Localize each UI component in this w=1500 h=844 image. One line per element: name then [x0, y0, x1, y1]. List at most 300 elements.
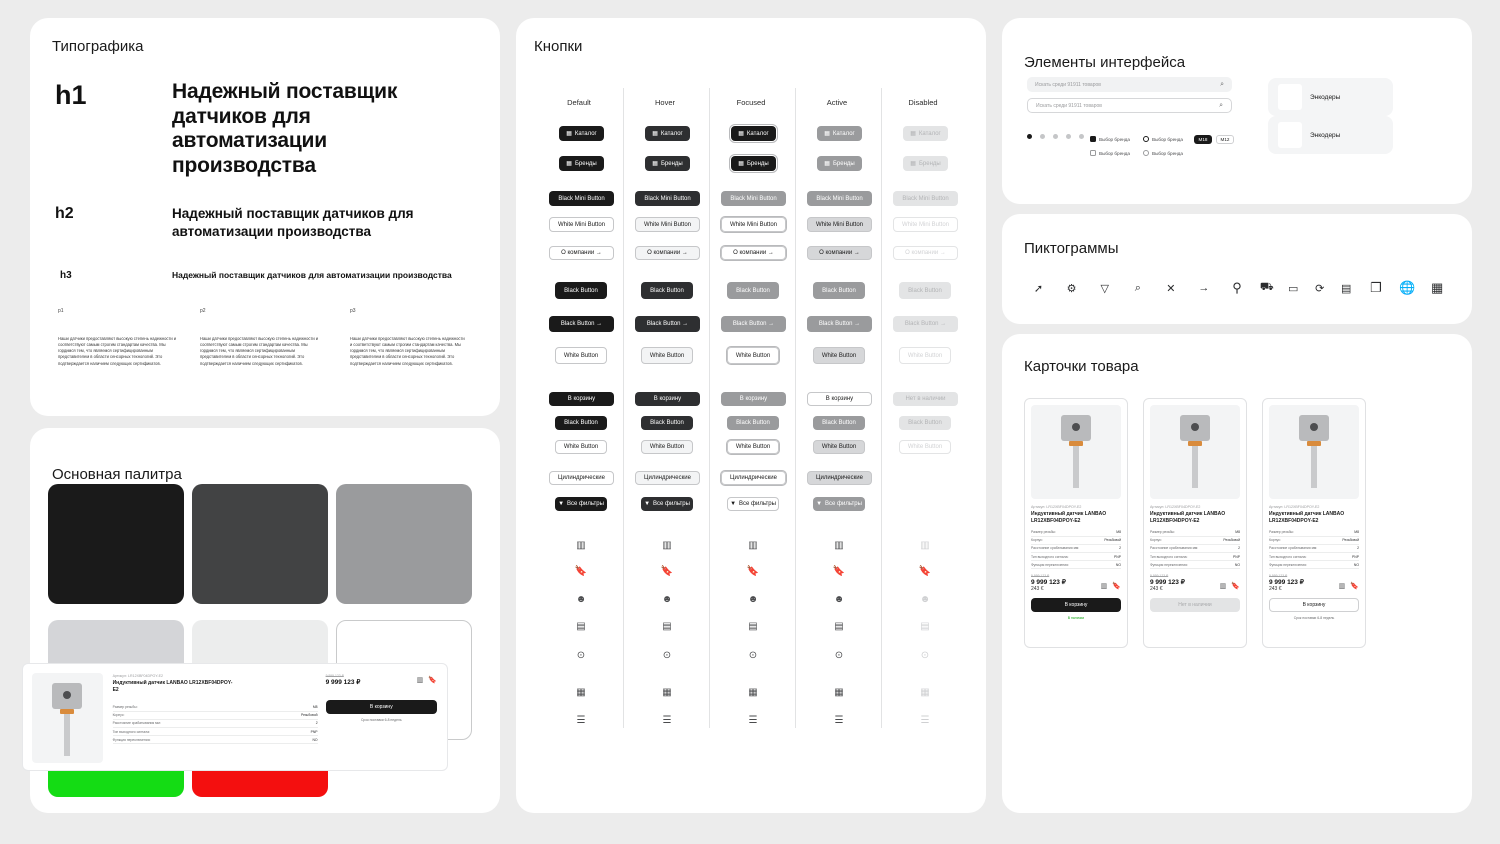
dot-5[interactable] — [1079, 134, 1084, 139]
button-label: Бренды — [746, 160, 769, 167]
checkbox-icon[interactable] — [1090, 150, 1096, 156]
brands-button-active[interactable] — [817, 156, 862, 171]
catalog-button-focused[interactable] — [731, 126, 776, 141]
arrow-right-icon-active[interactable]: ⊙ — [834, 650, 844, 661]
spec-value: M8 — [1354, 530, 1359, 535]
cart-icon-default[interactable]: ▤ — [576, 621, 586, 632]
add-to-cart-button-default[interactable]: В корзину — [549, 392, 614, 406]
grid-icon-default[interactable]: ▦ — [576, 687, 586, 698]
spec-key: Расстояние срабатывания мм: — [1031, 546, 1080, 551]
spec-value: M8 — [312, 705, 318, 710]
button-label: Каталог — [574, 130, 597, 137]
sensor-lens — [1191, 423, 1199, 431]
menu-icon-focused[interactable]: ☰ — [748, 715, 758, 726]
menu-icon-disabled: ☰ — [920, 715, 930, 726]
bookmark-icon[interactable]: 🔖 — [1350, 583, 1359, 591]
column-header-active: Active — [826, 98, 848, 107]
spec-value: PNP — [1114, 554, 1121, 559]
black-button-sm-default[interactable]: Black Button — [555, 416, 607, 430]
compare-icon[interactable]: ▥ — [416, 677, 424, 684]
grid-icon-focused[interactable]: ▦ — [748, 687, 758, 698]
button-label: Бренды — [832, 160, 855, 167]
spec-row — [113, 720, 318, 728]
bookmark-icon[interactable]: 🔖 — [1231, 583, 1240, 591]
filter-icon: ▼ — [644, 501, 651, 507]
black-arrow-button-focused[interactable]: Black Button → — [721, 316, 786, 332]
spec-row — [1031, 553, 1121, 561]
product-title: Индуктивный датчик LANBAO LR12XBF04DPOY-E2 — [1269, 511, 1345, 524]
about-button-disabled: О компании → — [893, 246, 958, 260]
cart-icon-active[interactable]: ▤ — [834, 621, 844, 632]
spec-row — [113, 712, 318, 720]
spec-key: Размер резьбы: — [1031, 530, 1056, 535]
button-label: Бренды — [660, 160, 683, 167]
encoder-label: Энкодеры — [1310, 93, 1341, 101]
grid-icon: ▦ — [910, 130, 916, 137]
product-article: Артикул: LR12XBF04DPOY-E2 — [112, 674, 163, 678]
grid-icon: ▦ — [738, 160, 744, 167]
color-swatch-black — [48, 484, 184, 604]
dot-2[interactable] — [1040, 134, 1045, 139]
pagination-dots[interactable] — [1027, 134, 1084, 139]
sensor-body — [52, 683, 82, 709]
brands-button-default[interactable] — [559, 156, 604, 171]
product-card[interactable] — [1262, 398, 1366, 648]
checkbox-brand-checked[interactable] — [1090, 136, 1130, 142]
black-button-default[interactable]: Black Button — [555, 282, 607, 299]
spec-key: Тип выходного сигнала: — [1269, 554, 1307, 559]
chart-icon-hover[interactable]: ▥ — [662, 540, 672, 551]
spec-row — [113, 728, 318, 736]
h1-sample: Надежный поставщик датчиков для автоматизации производства — [172, 80, 398, 177]
product-specs — [1031, 529, 1121, 570]
p1-tag: p1 — [58, 308, 64, 314]
arrow-right-icon-disabled: ⊙ — [920, 650, 930, 661]
column-header-focused: Focused — [736, 98, 766, 107]
compare-icon[interactable]: ▥ — [1100, 583, 1108, 591]
all-filters-button-focused[interactable] — [727, 497, 779, 511]
grid-icon-hover[interactable]: ▦ — [662, 687, 672, 698]
radio-icon[interactable] — [1143, 136, 1149, 142]
white-button-sm-hover[interactable]: White Button — [641, 440, 693, 454]
product-specs — [1150, 529, 1240, 570]
black-button-active[interactable]: Black Button — [813, 282, 865, 299]
white-button-default[interactable]: White Button — [555, 347, 607, 364]
grid-icon: ▦ — [652, 160, 658, 167]
brands-button-disabled — [903, 156, 948, 171]
search-placeholder-2: Искать среди 91911 товаров — [1036, 102, 1102, 109]
product-card[interactable] — [1024, 398, 1128, 648]
sensor-lens — [63, 691, 71, 699]
paragraph-column-2 — [200, 308, 325, 367]
search-input-filled[interactable] — [1027, 77, 1232, 92]
product-image — [1150, 405, 1240, 499]
spec-key: Размер резьбы: — [1150, 530, 1175, 535]
arrow-right-icon[interactable]: → — [1198, 282, 1210, 294]
menu-icon-default[interactable]: ☰ — [576, 715, 586, 726]
black-mini-button-hover[interactable]: Black Mini Button — [635, 191, 700, 206]
spec-key: Размер резьбы: — [112, 705, 138, 710]
white-button-sm-default[interactable]: White Button — [555, 440, 607, 454]
bookmark-icon[interactable]: 🔖 — [428, 677, 437, 684]
compare-icon[interactable]: ▥ — [1219, 583, 1227, 591]
black-button-sm-hover[interactable]: Black Button — [641, 416, 693, 430]
checkbox-icon[interactable] — [1090, 136, 1096, 142]
product-price-eur: 243 € — [1031, 586, 1044, 593]
spec-row — [1031, 529, 1121, 537]
add-to-cart-button[interactable]: В корзину — [1269, 598, 1359, 612]
sensor-rod — [1311, 446, 1317, 488]
h3-sample: Надежный поставщик датчиков для автоматизации производства — [172, 270, 452, 280]
paragraph-column-3 — [350, 308, 465, 367]
spec-key: Функция переключения: — [1269, 562, 1307, 567]
product-price: 9 999 123 ₽ — [1150, 579, 1185, 587]
product-price-eur: 243 € — [1269, 586, 1282, 593]
bookmark-icon-active[interactable]: 🔖 — [832, 566, 846, 577]
user-icon-default[interactable]: ☻ — [575, 594, 587, 605]
spec-key: Функция переключения: — [1031, 562, 1069, 567]
dot-3[interactable] — [1053, 134, 1058, 139]
bookmark-icon[interactable]: 🔖 — [1112, 583, 1121, 591]
black-arrow-button-active[interactable]: Black Button → — [807, 316, 872, 332]
refresh-icon[interactable]: ⟳ — [1315, 282, 1325, 295]
white-button-disabled: White Button — [899, 347, 951, 364]
arrow-right-icon-default[interactable]: ⊙ — [576, 650, 586, 661]
black-mini-button-active[interactable]: Black Mini Button — [807, 191, 872, 206]
product-old-price: 9 999 123 ₽ — [325, 674, 344, 678]
radio-icon[interactable] — [1143, 150, 1149, 156]
product-image — [32, 673, 103, 763]
spec-row — [1269, 553, 1359, 561]
p2-body: Наши датчики предоставляют высокую степень надежности и соответствуют самым строгим стандартам качества. Мы гордимся тем, что являемся сертифицированным представителем в области сенсорных технологий. Это подтверждается наличием следующих сертификатов. — [200, 336, 319, 366]
black-arrow-button-hover[interactable]: Black Button → — [635, 316, 700, 332]
product-title: Индуктивный датчик LANBAO LR12XBF04DPOY-E2 — [112, 680, 233, 693]
pictograms-card — [1002, 214, 1472, 324]
filter-icon: ▼ — [730, 501, 737, 507]
user-icon-active[interactable]: ☻ — [833, 594, 845, 605]
black-arrow-button-disabled: Black Button → — [893, 316, 958, 332]
white-mini-button-disabled: White Mini Button — [893, 217, 958, 232]
close-icon[interactable]: ✕ — [1166, 282, 1176, 295]
white-button-focused[interactable]: White Button — [727, 347, 779, 364]
column-header-disabled: Disabled — [908, 98, 938, 107]
bookmark-icon-disabled: 🔖 — [918, 566, 932, 577]
pictograms-title: Пиктограммы — [1024, 240, 1119, 257]
spec-value: 2 — [315, 721, 318, 726]
sensor-illustration — [52, 683, 82, 756]
column-header-default: Default — [567, 98, 591, 107]
spec-key: Корпус: — [1031, 538, 1043, 543]
spec-value: Резьбовой — [1223, 538, 1240, 543]
radio-brand-unselected[interactable] — [1143, 150, 1183, 156]
product-price-eur: 243 € — [1150, 586, 1163, 593]
add-to-cart-button[interactable]: В корзину — [326, 700, 437, 714]
chart-icon-disabled: ▥ — [920, 540, 930, 551]
spec-value: NO — [312, 737, 318, 742]
spec-row — [113, 704, 318, 712]
arrow-right-icon-focused[interactable]: ⊙ — [748, 650, 758, 661]
spec-value: PNP — [1233, 554, 1240, 559]
search-icon[interactable]: ⌕ — [1219, 101, 1223, 109]
palette-title: Основная палитра — [52, 466, 182, 483]
checkbox-label: Выбор бренда — [1099, 136, 1130, 142]
white-mini-button-focused[interactable]: White Mini Button — [721, 217, 786, 232]
location-pin-icon[interactable]: ⚲ — [1232, 280, 1242, 295]
product-price: 9 999 123 ₽ — [1031, 579, 1066, 587]
p3-tag: p3 — [350, 308, 356, 314]
p1-body: Наши датчики предоставляют высокую степень надежности и соответствуют самым строгим стандартам качества. Мы гордимся тем, что являемся сертифицированным представителем в области сенсорных технологий. Это подтверждается наличием следующих сертификатов. — [58, 336, 177, 366]
product-article: Артикул: LR12XBF04DPOY-E2 — [1031, 505, 1082, 509]
user-icon-focused[interactable]: ☻ — [747, 594, 759, 605]
typography-title: Типографика — [52, 38, 144, 55]
ui-elements-title: Элементы интерфейса — [1024, 54, 1186, 71]
chart-icon-focused[interactable]: ▥ — [748, 540, 758, 551]
bookmark-icon-focused[interactable]: 🔖 — [746, 566, 760, 577]
sensor-body — [1299, 415, 1329, 441]
black-button-disabled: Black Button — [899, 282, 951, 299]
black-arrow-button-default[interactable]: Black Button → — [549, 316, 614, 332]
button-label: Каталог — [918, 130, 941, 137]
spec-key: Расстояние срабатывания мм: — [1269, 546, 1318, 551]
spec-row — [1031, 545, 1121, 553]
menu-icon-active[interactable]: ☰ — [834, 715, 844, 726]
spec-value: Резьбовой — [1342, 538, 1359, 543]
button-label: Каталог — [832, 130, 855, 137]
product-price: 9 999 123 ₽ — [1269, 579, 1304, 587]
sensor-rod — [64, 714, 70, 756]
about-button-focused[interactable]: О компании → — [721, 246, 786, 260]
catalog-button-disabled — [903, 126, 948, 141]
column-divider — [623, 88, 624, 728]
button-label: Все фильтры — [739, 501, 776, 507]
spec-key: Расстояние срабатывания мм: — [112, 721, 161, 726]
spec-value: M8 — [1235, 530, 1240, 535]
about-button-hover[interactable]: О компании → — [635, 246, 700, 260]
spec-row — [1150, 553, 1240, 561]
column-divider — [881, 88, 882, 728]
checkbox-brand-unchecked[interactable] — [1090, 150, 1130, 156]
spec-key: Тип выходного сигнала: — [112, 729, 150, 734]
grid-icon: ▦ — [738, 130, 744, 137]
grid-icon-disabled: ▦ — [920, 687, 930, 698]
compare-icon[interactable]: ▥ — [1338, 583, 1346, 591]
product-title: Индуктивный датчик LANBAO LR12XBF04DPOY-E2 — [1150, 511, 1226, 524]
stock-status: В наличии — [1067, 616, 1085, 621]
product-price: 9 999 123 ₽ — [325, 679, 361, 686]
add-to-cart-button[interactable]: В корзину — [1031, 598, 1121, 612]
sensor-rod — [1192, 446, 1198, 488]
sensor-lens — [1310, 423, 1318, 431]
wallet-icon[interactable]: ▤ — [1340, 282, 1352, 295]
encoder-card-2[interactable] — [1268, 116, 1393, 154]
grid-icon-active[interactable]: ▦ — [834, 687, 844, 698]
spec-key: Функция переключения: — [112, 737, 151, 742]
cylindrical-chip-hover[interactable]: Цилиндрические — [635, 471, 700, 485]
sensor-illustration — [1061, 415, 1091, 488]
product-image — [1269, 405, 1359, 499]
h3-tag: h3 — [60, 270, 72, 281]
search-icon[interactable]: ⌕ — [1220, 80, 1224, 88]
black-mini-button-default[interactable]: Black Mini Button — [549, 191, 614, 206]
spec-row — [1269, 561, 1359, 569]
spec-key: Расстояние срабатывания мм: — [1150, 546, 1199, 551]
spec-value: 2 — [1357, 546, 1359, 551]
spec-value: PNP — [1352, 554, 1359, 559]
chart-icon-active[interactable]: ▥ — [834, 540, 844, 551]
spec-row — [1269, 537, 1359, 545]
bookmark-icon-hover[interactable]: 🔖 — [660, 566, 674, 577]
spec-key: Тип выходного сигнала: — [1150, 554, 1188, 559]
cart-icon-hover[interactable]: ▤ — [662, 621, 672, 632]
product-specs — [1269, 529, 1359, 570]
product-card[interactable] — [1143, 398, 1247, 648]
sensor-illustration — [1299, 415, 1329, 488]
white-mini-button-active[interactable]: White Mini Button — [807, 217, 872, 232]
bookmark-icon-default[interactable]: 🔖 — [574, 566, 588, 577]
encoder-card-1[interactable] — [1268, 78, 1393, 116]
radio-brand-selected[interactable] — [1143, 136, 1183, 142]
encoder-thumbnail-icon — [1278, 122, 1302, 148]
dot-4[interactable] — [1066, 134, 1071, 139]
spec-value: 2 — [1119, 546, 1121, 551]
h1-tag: h1 — [55, 80, 87, 110]
p3-body: Наши датчики предоставляют высокую степень надежности и соответствуют самым строгим стандартам качества. Мы гордимся тем, что являемся сертифицированным представителем в области сенсорных технологий. Это подтверждается наличием следующих сертификатов. — [350, 336, 465, 366]
add-to-cart-button-focused[interactable]: В корзину — [721, 392, 786, 406]
white-mini-button-default[interactable]: White Mini Button — [549, 217, 614, 232]
button-label: Каталог — [746, 130, 769, 137]
user-icon-hover[interactable]: ☻ — [661, 594, 673, 605]
spec-value: NO — [1234, 562, 1240, 567]
brands-button-focused[interactable] — [731, 156, 776, 171]
spec-value: Резьбовой — [300, 713, 318, 718]
button-label: Бренды — [574, 160, 597, 167]
encoder-thumbnail-icon — [1278, 84, 1302, 110]
chip-m18-selected[interactable]: M18 — [1194, 135, 1212, 144]
chart-icon-default[interactable]: ▥ — [576, 540, 586, 551]
dot-1[interactable] — [1027, 134, 1032, 139]
sensor-illustration — [1180, 415, 1210, 488]
black-button-focused[interactable]: Black Button — [727, 282, 779, 299]
spec-row — [113, 736, 318, 744]
add-to-cart-button-hover[interactable]: В корзину — [635, 392, 700, 406]
grid-icon: ▦ — [652, 130, 658, 137]
grid-icon: ▦ — [824, 130, 830, 137]
filter-icon[interactable]: ▽ — [1100, 282, 1109, 295]
button-label: Бренды — [918, 160, 941, 167]
search-icon[interactable]: ⌕ — [1134, 281, 1141, 294]
column-divider — [795, 88, 796, 728]
copy-icon[interactable]: ❐ — [1370, 280, 1382, 295]
column-header-hover: Hover — [654, 98, 675, 107]
all-filters-button-hover[interactable] — [641, 497, 693, 511]
spec-row — [1150, 561, 1240, 569]
product-cards-title: Карточки товара — [1024, 358, 1139, 375]
h2-sample: Надежный поставщик датчиков для автоматизации производства — [172, 206, 414, 239]
cart-icon-disabled: ▤ — [920, 621, 930, 632]
search-placeholder: Искать среди 91911 товаров — [1035, 81, 1101, 88]
buttons-title: Кнопки — [534, 38, 583, 55]
button-label: Все фильтры — [825, 501, 862, 507]
grid-icon: ▦ — [824, 160, 830, 167]
product-title: Индуктивный датчик LANBAO LR12XBF04DPOY-E2 — [1031, 511, 1107, 524]
about-button-active[interactable]: О компании → — [807, 246, 872, 260]
grid-icon[interactable]: ▦ — [1431, 280, 1444, 295]
card-icon[interactable]: ▭ — [1288, 282, 1299, 295]
black-mini-button-focused[interactable]: Black Mini Button — [721, 191, 786, 206]
black-button-sm-disabled: Black Button — [899, 416, 951, 430]
gear-icon[interactable]: ⚙ — [1066, 282, 1077, 295]
sensor-lens — [1072, 423, 1080, 431]
spec-key: Тип выходного сигнала: — [1031, 554, 1069, 559]
black-button-sm-active[interactable]: Black Button — [813, 416, 865, 430]
cylindrical-chip-focused[interactable]: Цилиндрические — [721, 471, 786, 485]
cylindrical-chip-default[interactable]: Цилиндрические — [549, 471, 614, 485]
catalog-button-default[interactable] — [559, 126, 604, 141]
spec-row — [1150, 529, 1240, 537]
add-to-cart-button-disabled: Нет в наличии — [893, 392, 958, 406]
globe-icon[interactable]: 🌐 — [1399, 280, 1416, 295]
product-old-price: 9 999 123 ₽ — [1031, 574, 1050, 579]
product-old-price: 9 999 123 ₽ — [1269, 574, 1288, 579]
white-button-sm-active[interactable]: White Button — [813, 440, 865, 454]
out-of-stock-button: Нет в наличии — [1150, 598, 1240, 612]
spec-value: M8 — [1116, 530, 1121, 535]
cursor-icon[interactable]: ➚ — [1033, 282, 1044, 295]
sensor-body — [1180, 415, 1210, 441]
catalog-button-active[interactable] — [817, 126, 862, 141]
menu-icon-hover[interactable]: ☰ — [662, 715, 672, 726]
spec-key: Размер резьбы: — [1269, 530, 1294, 535]
product-old-price: 9 999 123 ₽ — [1150, 574, 1169, 579]
white-button-sm-focused[interactable]: White Button — [727, 440, 779, 454]
white-button-active[interactable]: White Button — [813, 347, 865, 364]
checkbox-label: Выбор бренда — [1099, 150, 1130, 156]
delivery-status: Срок поставки 6-8 недель — [360, 718, 402, 722]
product-card-wide[interactable] — [22, 663, 448, 771]
all-filters-button-active[interactable] — [813, 497, 865, 511]
add-to-cart-button-active[interactable]: В корзину — [807, 392, 872, 406]
grid-icon: ▦ — [566, 160, 572, 167]
cart-icon-focused[interactable]: ▤ — [748, 621, 758, 632]
color-swatch-mid-grey — [336, 484, 472, 604]
white-button-hover[interactable]: White Button — [641, 347, 693, 364]
spec-value: Резьбовой — [1104, 538, 1121, 543]
chip-m12[interactable]: M12 — [1216, 135, 1234, 144]
black-button-sm-focused[interactable]: Black Button — [727, 416, 779, 430]
color-swatch-dark-grey — [192, 484, 328, 604]
radio-label: Выбор бренда — [1152, 150, 1183, 156]
arrow-right-icon-hover[interactable]: ⊙ — [662, 650, 672, 661]
brands-button-hover[interactable] — [645, 156, 690, 171]
cylindrical-chip-active[interactable]: Цилиндрические — [807, 471, 872, 485]
spec-row — [1150, 545, 1240, 553]
grid-icon: ▦ — [910, 160, 916, 167]
encoder-label: Энкодеры — [1310, 131, 1341, 139]
all-filters-button-default[interactable] — [555, 497, 607, 511]
spec-key: Корпус: — [112, 713, 125, 718]
catalog-button-hover[interactable] — [645, 126, 690, 141]
sensor-body — [1061, 415, 1091, 441]
about-button-default[interactable]: О компании → — [549, 246, 614, 260]
search-input-outline[interactable] — [1027, 98, 1232, 113]
spec-key: Корпус: — [1150, 538, 1162, 543]
truck-icon[interactable]: ⛟ — [1259, 281, 1274, 293]
spec-key: Корпус: — [1269, 538, 1281, 543]
white-mini-button-hover[interactable]: White Mini Button — [635, 217, 700, 232]
product-article: Артикул: LR12XBF04DPOY-E2 — [1269, 505, 1320, 509]
black-button-hover[interactable]: Black Button — [641, 282, 693, 299]
spec-value: PNP — [310, 729, 318, 734]
